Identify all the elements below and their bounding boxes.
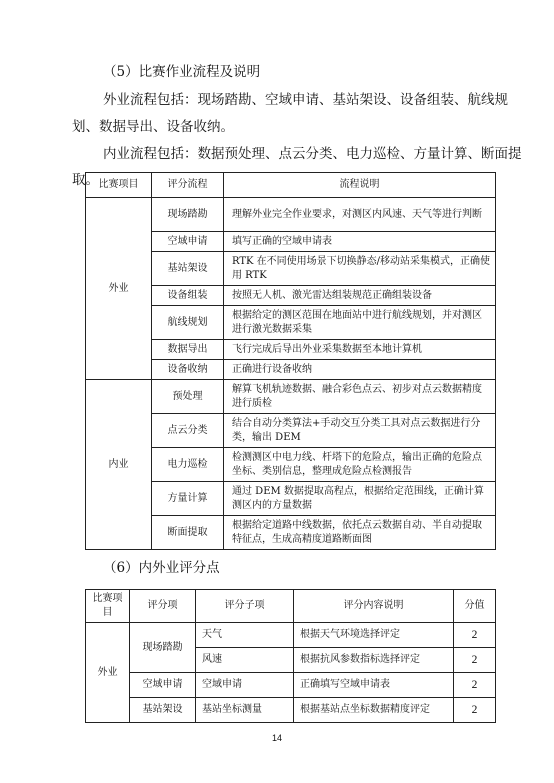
desc-cell: 检测测区中电力线、杆塔下的危险点，输出正确的危险点坐标、类别信息，整理成危险点检测报告	[224, 448, 496, 482]
desc-cell: 填写正确的空域申请表	[224, 232, 496, 252]
content-cell: 根据天气环境选择评定	[294, 623, 454, 648]
sub-cell: 天气	[196, 623, 294, 648]
item-cell: 基站架设	[130, 698, 196, 723]
section-6-heading: （6）内外业评分点	[103, 560, 220, 576]
score-cell: 2	[454, 673, 496, 698]
step-cell: 断面提取	[152, 516, 224, 550]
page-number: 14	[271, 733, 282, 743]
step-cell: 空域申请	[152, 232, 224, 252]
project-cell-outdoor: 外业	[86, 623, 130, 723]
desc-cell: RTK 在不同使用场景下切换静态/移动站采集模式，正确使用 RTK	[224, 252, 496, 286]
table-row	[86, 698, 496, 723]
table-row	[86, 198, 496, 232]
header-content: 评分内容说明	[294, 590, 454, 623]
score-table	[85, 589, 496, 723]
sub-cell: 风速	[196, 648, 294, 673]
content-cell: 根据抗风参数指标选择评定	[294, 648, 454, 673]
table-row	[86, 673, 496, 698]
step-cell: 方量计算	[152, 482, 224, 516]
desc-cell: 理解外业完全作业要求，对测区内风速、天气等进行判断	[224, 198, 496, 232]
header-item: 评分项	[130, 590, 196, 623]
desc-cell: 按照无人机、激光雷达组装规范正确组装设备	[224, 286, 496, 306]
step-cell: 设备组装	[152, 286, 224, 306]
project-cell-indoor: 内业	[86, 380, 152, 550]
step-cell: 数据导出	[152, 340, 224, 360]
desc-cell: 正确进行设备收纳	[224, 360, 496, 380]
header-sub: 评分子项	[196, 590, 294, 623]
step-cell: 基站架设	[152, 252, 224, 286]
desc-cell: 根据给定道路中线数据，依托点云数据自动、半自动提取特征点，生成高精度道路断面图	[224, 516, 496, 550]
step-cell: 设备收纳	[152, 360, 224, 380]
header-project: 比赛项目	[86, 590, 130, 623]
table-row	[86, 623, 496, 648]
process-table	[85, 172, 496, 550]
project-cell-outdoor: 外业	[86, 198, 152, 380]
score-cell: 2	[454, 648, 496, 673]
step-cell: 航线规划	[152, 306, 224, 340]
desc-cell: 结合自动分类算法+手动交互分类工具对点云数据进行分类，输出 DEM	[224, 414, 496, 448]
score-cell: 2	[454, 698, 496, 723]
header-step: 评分流程	[152, 173, 224, 198]
step-cell: 点云分类	[152, 414, 224, 448]
indoor-process-line-2: 取。	[72, 172, 99, 188]
sub-cell: 基站坐标测量	[196, 698, 294, 723]
desc-cell: 通过 DEM 数据提取高程点，根据给定范围线，正确计算测区内的方量数据	[224, 482, 496, 516]
indoor-process-line-1: 内业流程包括：数据预处理、点云分类、电力巡检、方量计算、断面提	[103, 146, 522, 162]
content-cell: 根据基站点坐标数据精度评定	[294, 698, 454, 723]
outdoor-process-line-1: 外业流程包括：现场踏勘、空域申请、基站架设、设备组装、航线规	[103, 92, 508, 108]
content-cell: 正确填写空域申请表	[294, 673, 454, 698]
step-cell: 现场踏勘	[152, 198, 224, 232]
header-project: 比赛项目	[86, 173, 152, 198]
item-cell: 空域申请	[130, 673, 196, 698]
item-cell: 现场踏勘	[130, 623, 196, 673]
table-row	[86, 380, 496, 414]
desc-cell: 解算飞机轨迹数据、融合彩色点云、初步对点云数据精度进行质检	[224, 380, 496, 414]
header-desc: 流程说明	[224, 173, 496, 198]
step-cell: 预处理	[152, 380, 224, 414]
sub-cell: 空域申请	[196, 673, 294, 698]
outdoor-process-line-2: 划、数据导出、设备收纳。	[72, 119, 234, 135]
process-table-header	[86, 173, 496, 198]
step-cell: 电力巡检	[152, 448, 224, 482]
section-5-heading: （5）比赛作业流程及说明	[103, 64, 261, 80]
desc-cell: 飞行完成后导出外业采集数据至本地计算机	[224, 340, 496, 360]
header-score: 分值	[454, 590, 496, 623]
score-cell: 2	[454, 623, 496, 648]
score-table-header	[86, 590, 496, 623]
desc-cell: 根据给定的测区范围在地面站中进行航线规划，并对测区进行激光数据采集	[224, 306, 496, 340]
